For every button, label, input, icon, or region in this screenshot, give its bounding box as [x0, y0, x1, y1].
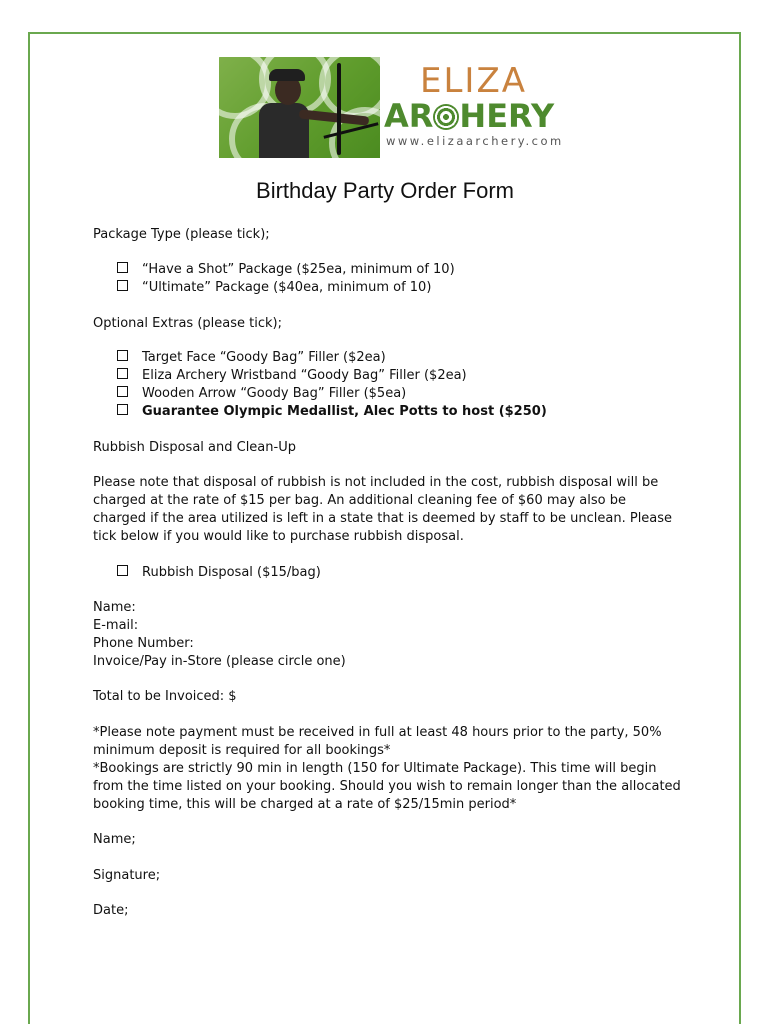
email-field-label: E-mail:: [93, 618, 139, 633]
payment-note: *Please note payment must be received in full at least 48 hours prior to the party, 50% minimum deposit is required for all bookings*: [93, 725, 662, 758]
date-label: Date;: [93, 903, 129, 918]
brand-wordmark: [384, 63, 565, 148]
extra-option-wooden-arrow[interactable]: Wooden Arrow “Goody Bag” Filler ($5ea): [117, 385, 406, 403]
checkbox-icon[interactable]: [117, 262, 128, 273]
checkbox-icon[interactable]: [117, 386, 128, 397]
extras-heading: Optional Extras (please tick);: [93, 316, 282, 331]
page-title: Birthday Party Order Form: [256, 178, 514, 203]
signoff-name-label: Name;: [93, 832, 136, 847]
archer-photo: [219, 57, 380, 158]
invoice-option-label: Invoice/Pay in-Store (please circle one): [93, 654, 346, 669]
phone-field-label: Phone Number:: [93, 636, 194, 651]
extra-option-medallist-host[interactable]: Guarantee Olympic Medallist, Alec Potts to host ($250): [117, 403, 547, 421]
target-icon: [433, 104, 459, 130]
extra-option-wristband[interactable]: Eliza Archery Wristband “Goody Bag” Filler ($2ea): [117, 367, 467, 385]
rubbish-heading: Rubbish Disposal and Clean-Up: [93, 440, 296, 455]
package-heading: Package Type (please tick);: [93, 227, 270, 242]
rubbish-note: Please note that disposal of rubbish is not included in the cost, rubbish disposal will be charged at the rate of $15 per bag. An additional cleaning fee of $60 may also be charged if the area utilized is left in a state that is deemed by staff to be unclean. Please tick below if you would like to purchase rubbish disposal.: [93, 475, 673, 544]
package-option-have-a-shot[interactable]: “Have a Shot” Package ($25ea, minimum of 10): [117, 261, 455, 279]
rubbish-disposal-option[interactable]: Rubbish Disposal ($15/bag): [117, 564, 321, 582]
extra-option-target-face[interactable]: Target Face “Goody Bag” Filler ($2ea): [117, 349, 386, 367]
checkbox-icon[interactable]: [117, 404, 128, 415]
checkbox-icon[interactable]: [117, 350, 128, 361]
bookings-note: *Bookings are strictly 90 min in length (150 for Ultimate Package). This time will begin from the time listed on your booking. Should you wish to remain longer than the allocated booking time, this will be charged at a rate of $25/15min period*: [93, 761, 681, 812]
checkbox-icon[interactable]: [117, 565, 128, 576]
brand-url: www.elizaarchery.com: [386, 134, 564, 148]
checkbox-icon[interactable]: [117, 280, 128, 291]
name-field-label: Name:: [93, 600, 136, 615]
checkbox-icon[interactable]: [117, 368, 128, 379]
total-invoiced-label: Total to be Invoiced: $: [93, 689, 237, 704]
brand-main-text: AR HERY: [384, 97, 555, 135]
signature-label: Signature;: [93, 868, 161, 883]
package-option-ultimate[interactable]: “Ultimate” Package ($40ea, minimum of 10): [117, 279, 431, 297]
brand-top-text: ELIZA: [420, 61, 528, 101]
eliza-archery-logo: [219, 57, 565, 158]
